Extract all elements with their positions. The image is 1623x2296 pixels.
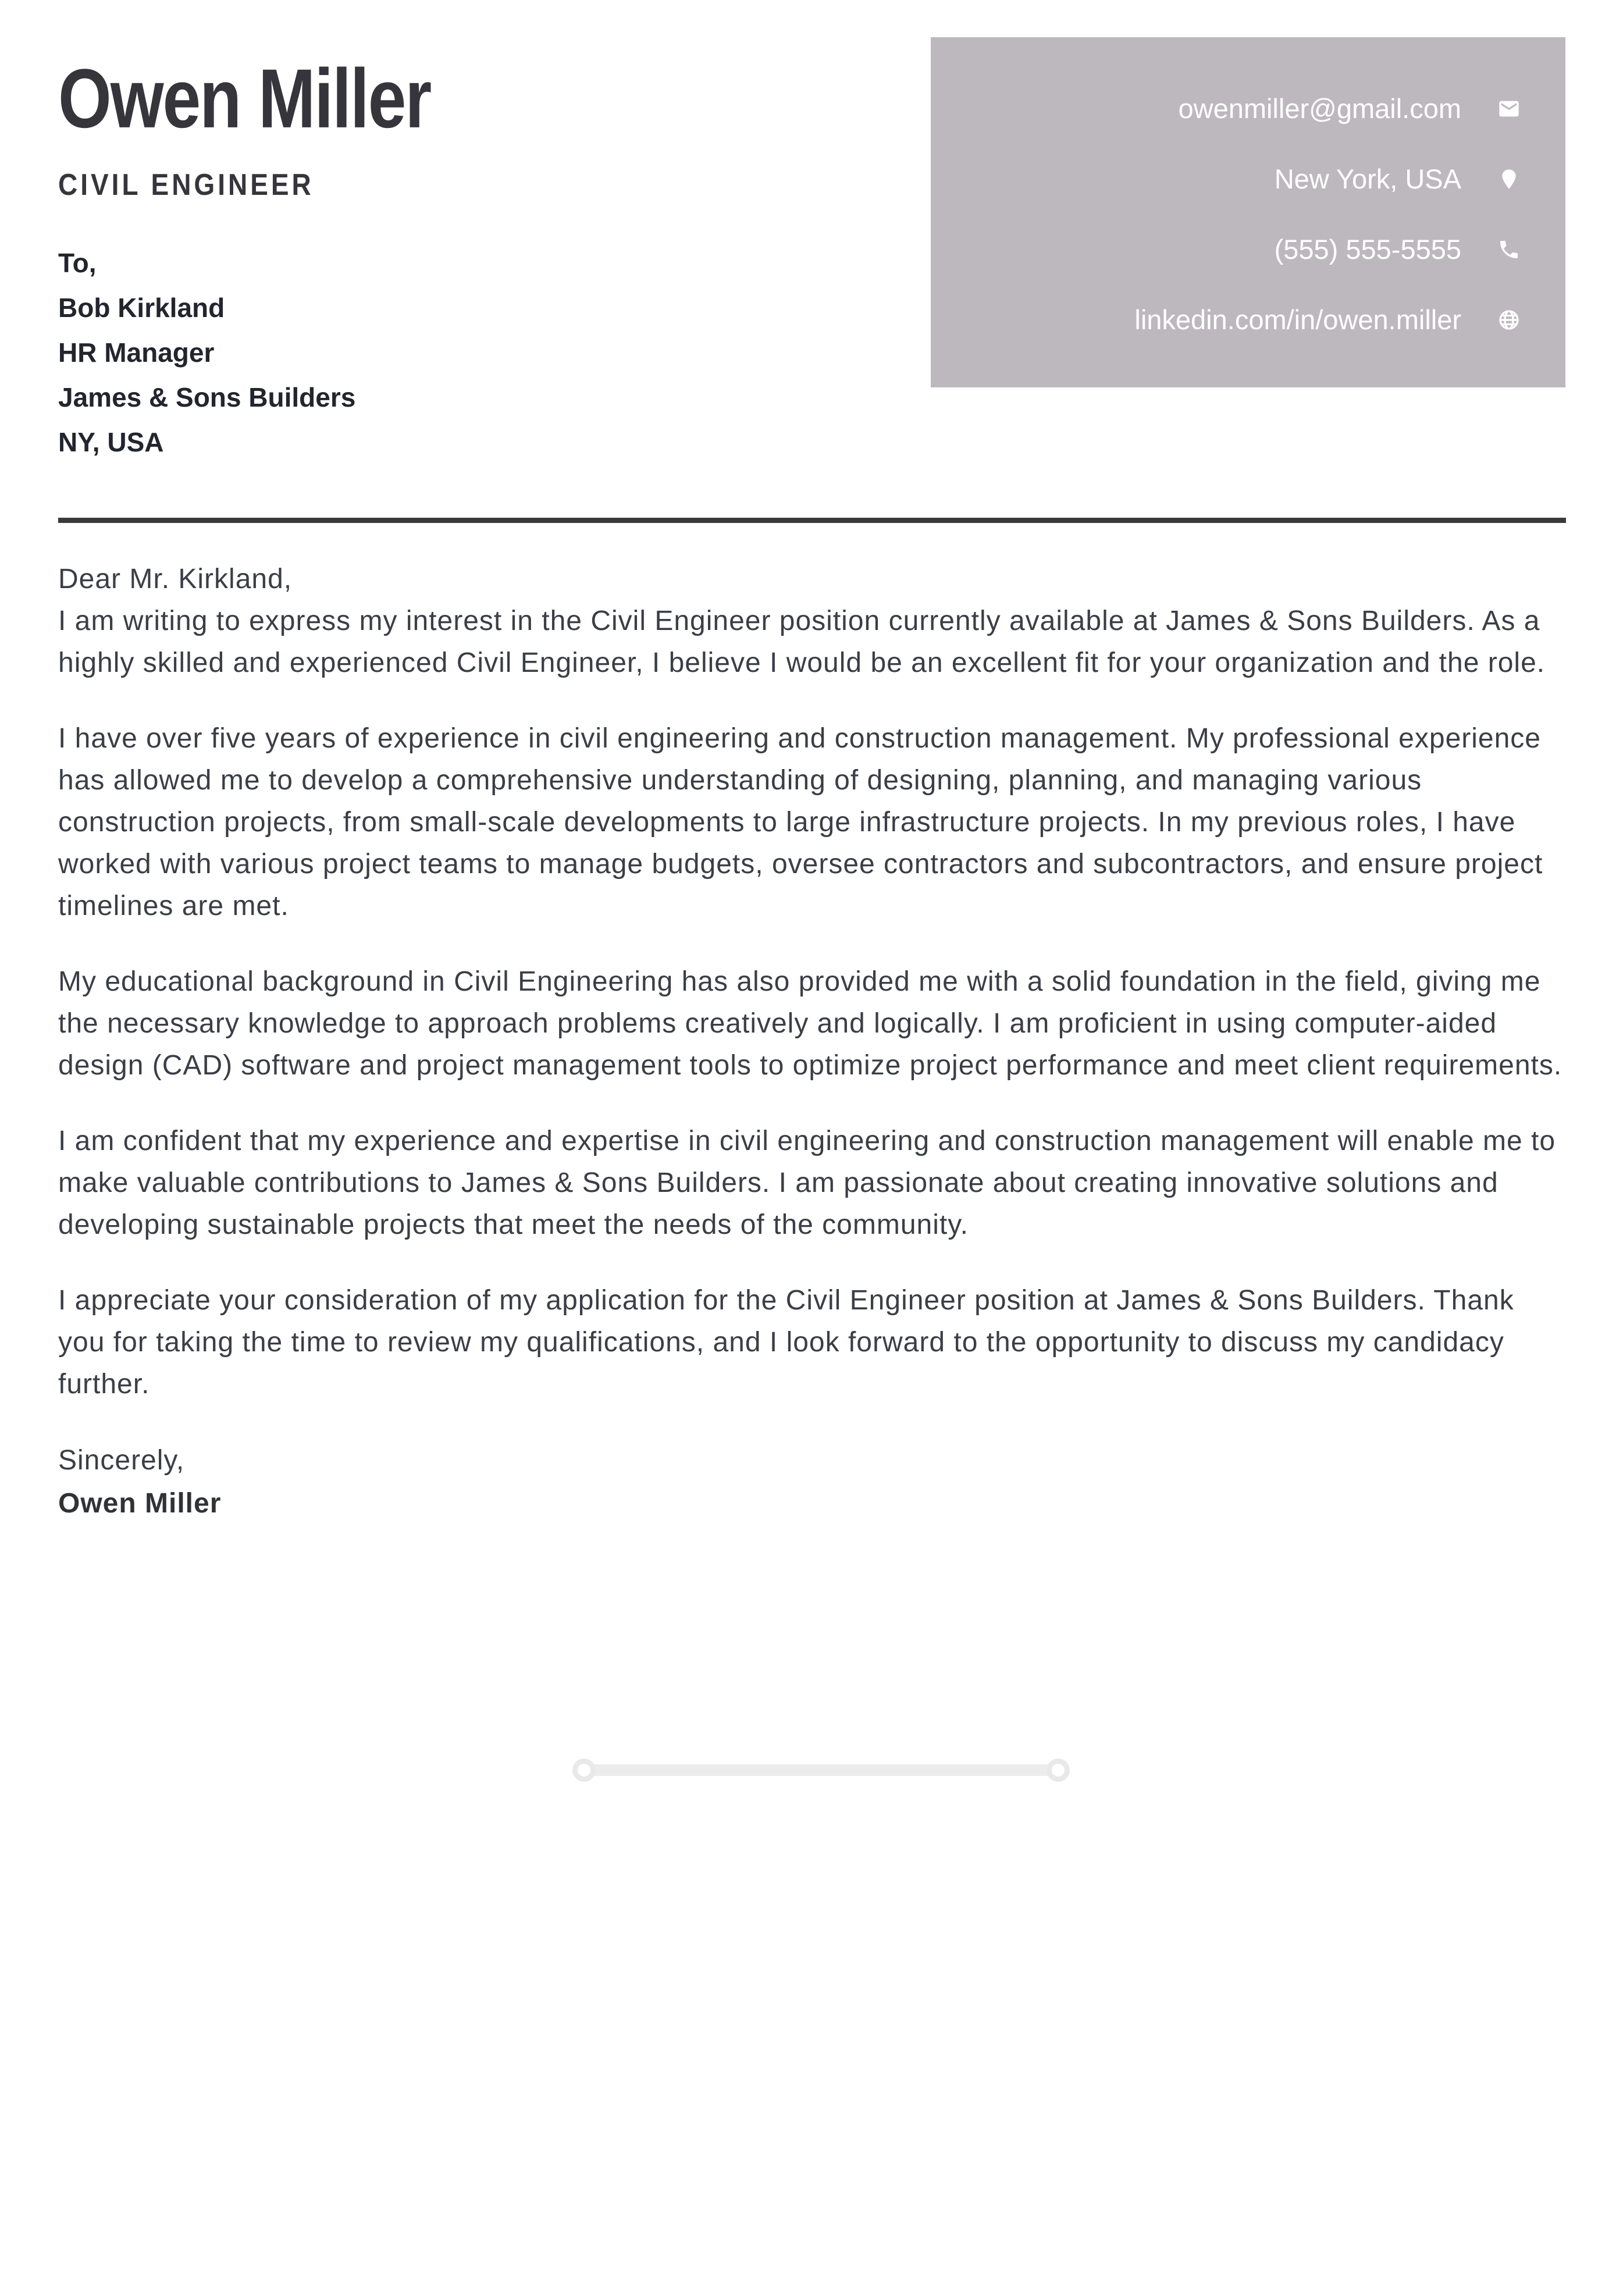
- slider-right-handle[interactable]: [1047, 1759, 1070, 1782]
- recipient-line: NY, USA: [58, 427, 164, 457]
- phone-value: (555) 555-5555: [1274, 234, 1461, 265]
- contact-card: [931, 37, 1565, 387]
- recipient-line: James & Sons Builders: [58, 382, 356, 412]
- spacer-slider[interactable]: [572, 1759, 1070, 1782]
- page-title: Owen Miller: [58, 52, 431, 146]
- salutation: Dear Mr. Kirkland,: [58, 564, 293, 595]
- slider-left-handle[interactable]: [572, 1759, 596, 1782]
- section-divider: [58, 518, 1566, 523]
- letter-paragraph: I have over five years of experience in civil engineering and construction management. My professional experience has allowed me to develop a comprehensive understanding of designing, planning, and managing various construction projects, from small-scale developments to large infrastructure projects. In my previous roles, I have worked with various project teams to manage budgets, oversee contractors and subcontractors, and ensure project timelines are met.: [58, 723, 1543, 921]
- globe-icon: [1497, 308, 1521, 332]
- recipient-block: [58, 241, 355, 465]
- letter-paragraph: I am writing to express my interest in the Civil Engineer position currently available at James & Sons Builders. As a highly skilled and experienced Civil Engineer, I believe I would be an excellent fit for your organization and the role.: [58, 606, 1546, 678]
- email-value: owenmiller@gmail.com: [1178, 93, 1461, 124]
- phone-icon: [1497, 238, 1521, 261]
- linkedin-value: linkedin.com/in/owen.miller: [1134, 304, 1461, 335]
- letter-paragraph: My educational background in Civil Engineering has also provided me with a solid foundation in the field, giving me the necessary knowledge to approach problems creatively and logically. I am proficient in using computer-aided design (CAD) software and project management tools to optimize project performance and meet client requirements.: [58, 966, 1563, 1081]
- location-icon: [1497, 168, 1521, 191]
- contact-row-email: [954, 73, 1521, 144]
- contact-row-location: [954, 144, 1521, 214]
- job-title: CIVIL ENGINEER: [58, 168, 314, 202]
- mail-icon: [1497, 97, 1521, 120]
- letter-paragraph: I appreciate your consideration of my application for the Civil Engineer position at James & Sons Builders. Thank you for taking the time to review my qualifications, and I look forward to the opportunity to discuss my candidacy further.: [58, 1285, 1514, 1400]
- location-value: New York, USA: [1274, 163, 1461, 194]
- closing-text: Sincerely,: [58, 1445, 185, 1476]
- letter-paragraph: I am confident that my experience and expertise in civil engineering and construction management will enable me to make valuable contributions to James & Sons Builders. I am passionate about creating innovative solutions and developing sustainable projects that meet the needs of the community.: [58, 1126, 1556, 1240]
- recipient-line: To,: [58, 248, 97, 278]
- recipient-line: HR Manager: [58, 337, 215, 368]
- contact-row-phone: [954, 214, 1521, 284]
- letter-body: [58, 558, 1566, 1525]
- recipient-line: Bob Kirkland: [58, 293, 225, 323]
- closing-block: [58, 1439, 1566, 1525]
- slider-track[interactable]: [584, 1764, 1058, 1776]
- signature: Owen Miller: [58, 1488, 222, 1519]
- contact-row-website: [954, 284, 1521, 355]
